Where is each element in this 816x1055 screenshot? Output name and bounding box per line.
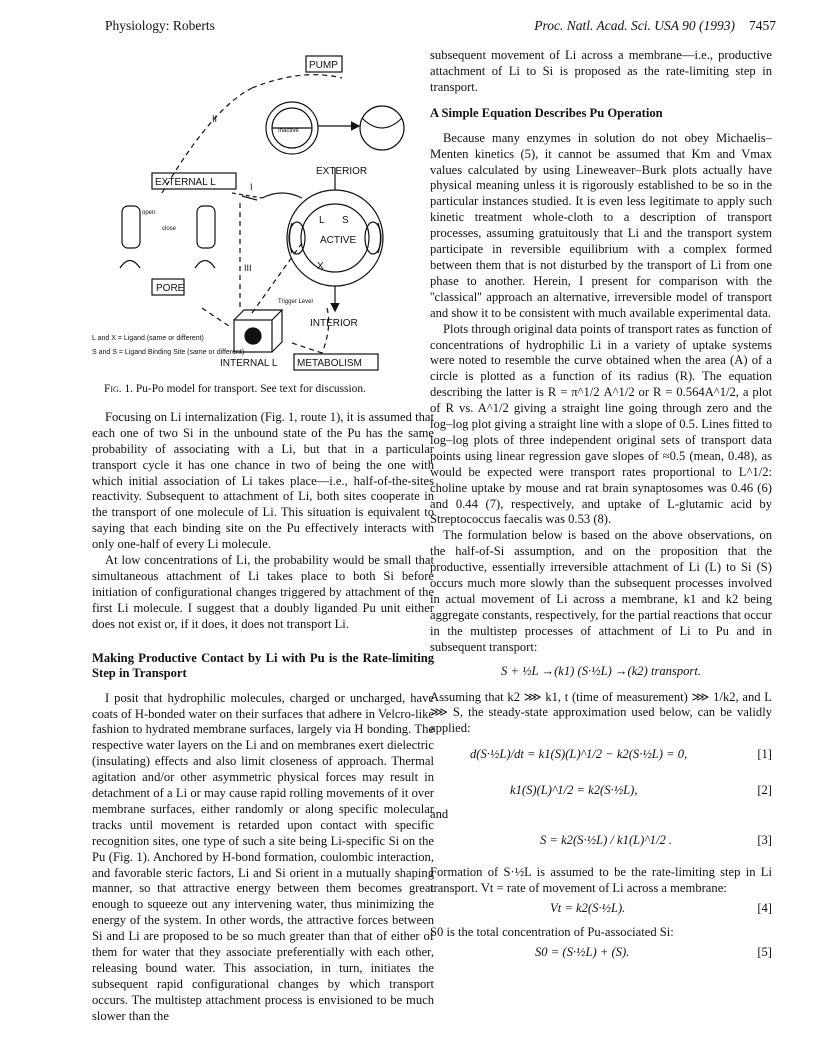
pore-cylinder-2 — [197, 206, 215, 248]
close-label: close — [162, 226, 177, 232]
metabolism-label: METABOLISM — [297, 358, 362, 369]
pore-label: PORE — [156, 283, 185, 294]
equation-3 — [430, 823, 772, 865]
caption-text: Pu-Po model for transport. See text for discussion. — [135, 383, 366, 395]
paragraph: Because many enzymes in solution do not obey Michaelis–Menten kinetics (5), it cannot be assumed that Km and Vmax values calculated by using Lineweaver–Burk plots actually have physical meaning unless it is rigorously established to be so in the particular instances studied. It is even less legitimate to apply such kinetic treatment whole-cloth to a description of transport processes, assuming gratuitously that Li and the transport system participate in reversible equilibrium with a complex formed between them that is not disturbed by the transport of Li from one phase to another. Herein, I present for comparison with the ''classical'' approach an alternative, irreversible model of transport and show it to be consistent with much available experimental data. — [430, 130, 772, 320]
section-heading: A Simple Equation Describes Pu Operation — [430, 105, 663, 120]
journal-citation — [534, 18, 776, 34]
paragraph: Focusing on Li internalization (Fig. 1, route 1), it is assumed that each one of two Si in the unbound state of the Pu has the same probability of associating with a Li, but that in a particular transport cycle it has one chance in two of being the one with which initial association of Li takes place—i.e., half-of-the-sites reactivity. Subsequent to attachment of Li, both sites cooperate in the transport of one molecule of Li. This situation is equivalent to saying that each binding site on the Pu effectively interacts with only one-half of every Li molecule. — [92, 409, 434, 552]
figure-1 — [92, 48, 434, 378]
conjunction: and — [430, 807, 449, 822]
equation-text: k1(S)(L)^1/2 = k2(S·½L), — [510, 783, 638, 798]
equation-2 — [430, 779, 772, 807]
trigger-label: Trigger Level — [278, 299, 313, 305]
reaction-equation: S + ½L →(k1) (S·½L) →(k2) transport. — [501, 663, 701, 678]
paragraph: At low concentrations of Li, the probability would be small that simultaneous attachment of Li takes place to both Si before initiation of configurational changes triggered by attachment of the first Li molecule. I suggest that a doubly liganded Pu unit either does not exist or, if it does, it does not transport Li. — [92, 553, 434, 631]
legend-line-1: L and X = Ligand (same or different) — [92, 335, 204, 342]
equation-text: d(S·½L)/dt = k1(S)(L)^1/2 − k2(S·½L) = 0, — [470, 747, 688, 762]
paragraph: Plots through original data points of transport rates as function of concentrations of hydrophilic Li in a variety of uptake systems were noted to resemble the curve obtained when the area (A) of a circle is plotted as a function of its radius (R). The equation describing the latter is R = π^1/2 A^1/2 or R = 0.564A^1/2, a plot of R vs. A^1/2 giving a straight line going through zero and the log–log plot giving a straight line with a slope of 0.5. Lines fitted to log–log plots of three independent original sets of transport data points using linear regression gave slopes of ≈0.5 (mean, 0.48), as would be expected were transport rates proportional to L^1/2: choline uptake by mouse and rat brain synaptosomes was 0.46 (6) and 0.44 (7), respectively, and uptake of L-glutamic acid by Streptococcus faecalis was 0.53 (8). — [430, 321, 772, 527]
external-l-label: EXTERNAL L — [155, 177, 216, 188]
left-column — [92, 48, 434, 1025]
running-head: Physiology: Roberts — [105, 18, 215, 33]
paragraph: Formation of S·½L is assumed to be the rate-limiting step in Li transport. Vt = rate of movement of Li across a membrane: — [430, 865, 772, 896]
paragraph: subsequent movement of Li across a membrane—i.e., productive attachment of Li to Si is proposed as the rate-limiting step in transport. — [430, 48, 772, 94]
equation-number: [4] — [757, 900, 772, 915]
paragraph: The formulation below is based on the above observations, on the half-of-Si assumption, and on the proposition that the productive, essentially irreversible attachment of Li (L) to Si (S) occurs much more slowly than the subsequent processes involved in actual movement of Li across a membrane, k1 and k2 being aggregate constants, respectively, for the partial reactions that occur in the multistep processes of attachment of Li to Pu and in subsequent transport: — [430, 528, 772, 654]
inactive-label: Inactive — [278, 128, 299, 134]
pu-po-diagram — [92, 48, 434, 378]
paragraph: S0 is the total concentration of Pu-associated Si: — [430, 924, 674, 939]
caption-label: Fig. 1. — [104, 383, 134, 395]
legend-line-2: S and S = Ligand Binding Site (same or different) — [92, 349, 245, 356]
interior-label: INTERIOR — [310, 318, 358, 329]
exterior-label: EXTERIOR — [316, 166, 368, 177]
equation-text: S0 = (S·½L) + (S). — [535, 944, 630, 959]
page-number: 7457 — [749, 18, 776, 33]
section-heading: Making Productive Contact by Li with Pu is the Rate-limiting Step in Transport — [92, 650, 434, 680]
ligand-l-label: L — [319, 215, 325, 226]
route-3-label: III — [244, 263, 252, 273]
paragraph: I posit that hydrophilic molecules, charged or uncharged, have coats of H-bonded water on their surfaces that adhere in Velcro-like fashion to hydrated membrane surfaces, largely via H bonding. The respective water layers on the Li and on membranes exert dielectric (insulating) effects and also limit closeness of approach. Thermal agitation and/or other asymmetric physical forces may result in detachment of a Li or may cause rapid rolling movements of it over membrane surfaces, either randomly or along specific molecular tracks until movement is retarded upon contact with specific recognition sites, one type of such a site being Li-specific Si on the Pu (Fig. 1). Anchored by H-bond formation, coulombic interaction, and favorable steric factors, Li and Si orient in a mutually shaping manner, so that attractive energy between them becomes great enough to squeeze out any intervening water, thus minimizing the energy of the system. In other words, the attractive forces between Si and Li are proposed to be so much greater than that of either of them for water that they associate preferentially with each other, releasing bound water. This association, in turn, initiates the subsequent rapid configurational changes by which transport occurs. The multistep attachment process is envisioned to be much slower than the — [92, 690, 434, 1023]
route-2-label: II — [212, 114, 218, 124]
ligand-x-label: X — [317, 261, 324, 272]
equation-text: S = k2(S·½L) / k1(L)^1/2 . — [540, 833, 673, 848]
right-column — [430, 48, 772, 969]
equation-number: [5] — [757, 944, 772, 959]
equation-1 — [430, 737, 772, 779]
equation-number: [2] — [757, 783, 772, 798]
active-label: ACTIVE — [320, 235, 357, 246]
journal-name: Proc. Natl. Acad. Sci. USA 90 (1993) — [534, 18, 735, 33]
equation-number: [1] — [757, 747, 772, 762]
internal-l-label: INTERNAL L — [220, 358, 278, 369]
equation-4 — [430, 897, 772, 925]
site-s-label: S — [342, 215, 349, 226]
equation-5 — [430, 941, 772, 969]
pump-label: PUMP — [309, 60, 338, 71]
paragraph: Assuming that k2 ⋙ k1, t (time of measurement) ⋙ 1/k2, and L ⋙ S, the steady-state approximation used below, can be validly applied: — [430, 689, 772, 736]
equation-text: Vt = k2(S·½L). — [550, 900, 626, 915]
open-label: open — [142, 210, 156, 216]
route-1-label: I — [250, 182, 253, 192]
figure-caption — [104, 382, 434, 398]
equation-number: [3] — [757, 833, 772, 848]
pore-cylinder-1 — [122, 206, 140, 248]
